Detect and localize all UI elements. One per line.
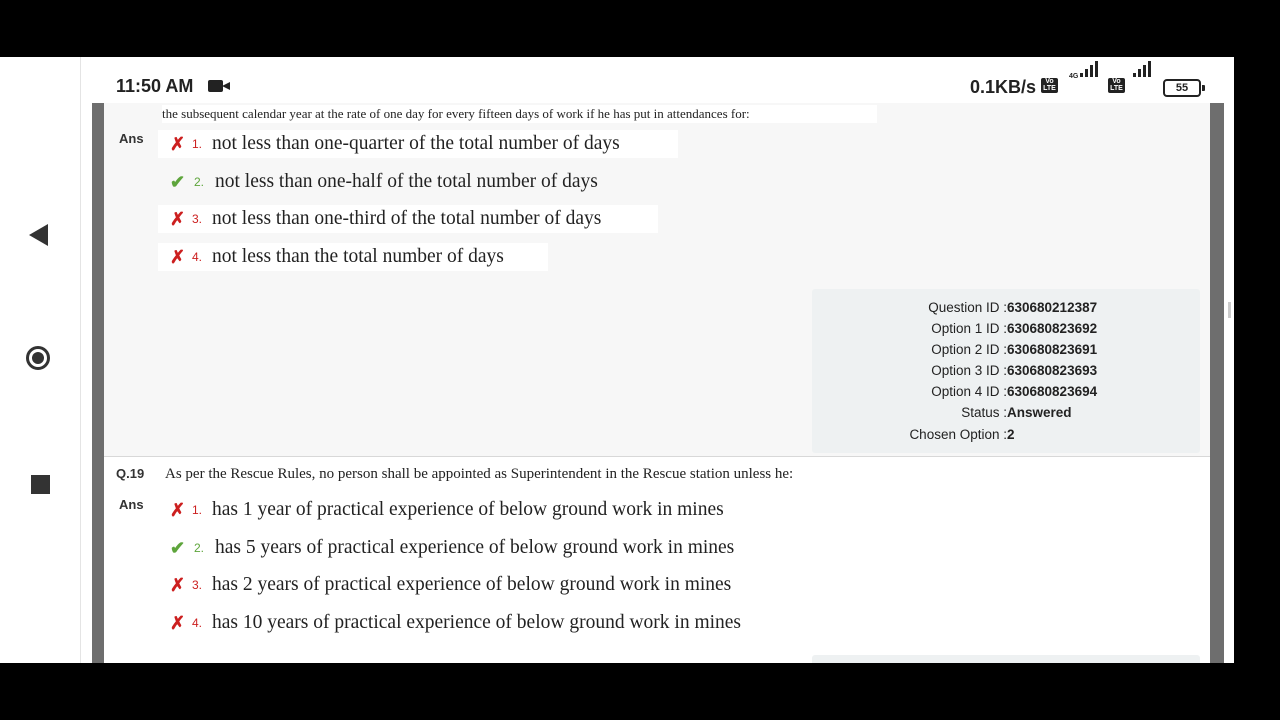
option-row-correct [158,534,808,562]
cross-mark-icon: ✗ [170,500,186,520]
option-number: 1. [192,503,203,517]
question-19-text: As per the Rescue Rules, no person shall be appointed as Superintendent in the Rescue station unless he: [165,466,794,482]
recent-apps-icon[interactable] [31,475,50,494]
option-number: 4. [192,616,203,630]
option-text: has 5 years of practical experience of below ground work in mines [215,537,735,558]
answer-sheet[interactable] [104,103,1210,663]
ans-label: Ans [119,131,144,146]
option-text: not less than one-third of the total number of days [212,208,602,229]
option-text: not less than one-quarter of the total number of days [212,133,620,154]
cross-mark-icon: ✗ [170,613,186,633]
option-text: has 1 year of practical experience of below ground work in mines [212,499,724,520]
option-row [158,243,548,271]
phone-screen [0,57,1234,663]
option-row [158,130,678,158]
info-row-option2-id: Option 2 ID : 630680823691 [931,342,1098,357]
navigation-bar [0,57,81,663]
volte-icon: Vo LTE [1041,78,1058,93]
scroll-indicator[interactable] [1228,302,1231,318]
info-row-option4-id: Option 4 ID : 630680823694 [931,384,1098,399]
info-row-question-id: Question ID : 630680212387 [928,300,1098,315]
option-row [158,496,798,524]
info-row-status: Status : Answered [961,405,1072,420]
network-speed: 0.1KB/s [970,77,1037,97]
answer-sheet-page [92,103,1224,663]
info-row-chosen-option: Chosen Option : 2 [909,427,1015,442]
option-number: 2. [194,541,205,555]
question-info-panel [812,289,1200,453]
check-mark-icon: ✔ [170,538,186,558]
option-text: has 2 years of practical experience of below ground work in mines [212,574,732,595]
ans-label: Ans [119,497,144,512]
network-type: 4G [1069,73,1079,80]
option-number: 4. [192,250,203,264]
battery-icon: 55 [1163,79,1201,97]
option-row [158,205,658,233]
info-row-option3-id: Option 3 ID : 630680823693 [931,363,1098,378]
option-text: not less than the total number of days [212,246,504,267]
status-bar [80,57,1234,103]
option-number: 3. [192,578,203,592]
option-row [158,571,808,599]
cross-mark-icon: ✗ [170,209,186,229]
option-text: not less than one-half of the total number of days [215,171,598,192]
question-18-text: the subsequent calendar year at the rate of one day for every fifteen days of work if he has put in attendances for: [162,105,877,123]
video-camera-icon [208,80,223,92]
option-text: has 10 years of practical experience of below ground work in mines [212,612,742,633]
volte-icon-2: Vo LTE [1108,78,1125,93]
cross-mark-icon: ✗ [170,575,186,595]
option-row-correct [158,168,654,196]
question-info-panel [812,655,1200,663]
option-number: 2. [194,175,205,189]
cross-mark-icon: ✗ [170,134,186,154]
cross-mark-icon: ✗ [170,247,186,267]
status-time: 11:50 AM [116,76,194,96]
home-icon[interactable] [26,346,50,370]
option-number: 3. [192,212,203,226]
option-number: 1. [192,137,203,151]
check-mark-icon: ✔ [170,172,186,192]
back-icon[interactable] [29,224,48,246]
question-18-block [104,103,1210,457]
option-row [158,609,818,637]
info-row-option1-id: Option 1 ID : 630680823692 [931,321,1098,336]
question-number: Q.19 [116,466,145,481]
